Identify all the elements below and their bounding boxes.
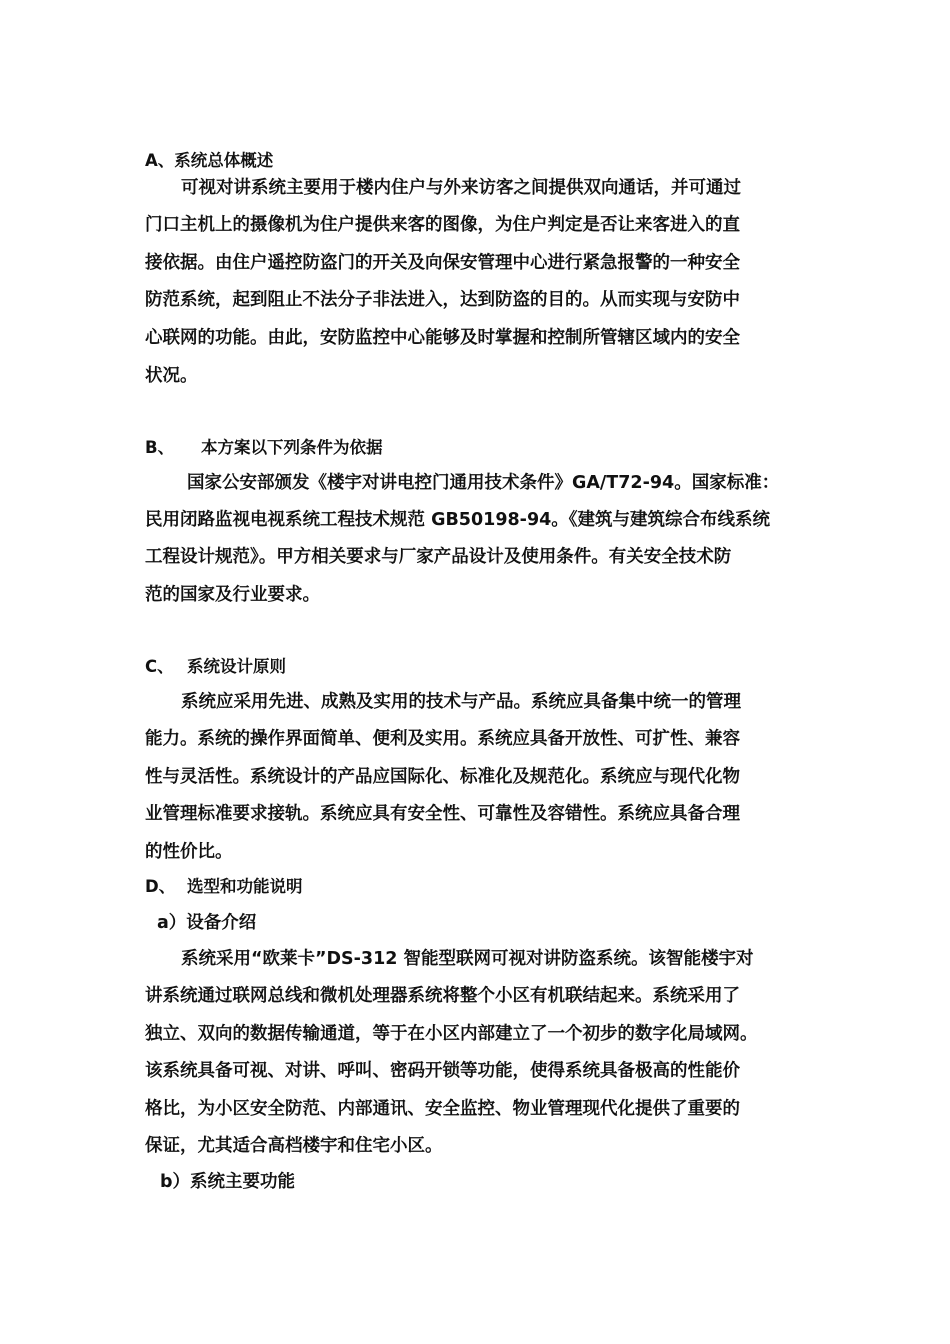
section-a-heading: A、系统总体概述: [145, 151, 274, 170]
section-c-line-5: 的性价比。: [145, 842, 233, 862]
section-d-line-6: 保证，尤其适合高档楼宇和住宅小区。: [145, 1136, 443, 1156]
section-a-line-4: 防范系统，起到阻止不法分子非法进入，达到防盗的目的。从而实现与安防中: [145, 290, 740, 310]
section-c-line-4: 业管理标准要求接轨。系统应具有安全性、可靠性及容错性。系统应具备合理: [145, 804, 740, 824]
section-b-heading: 本方案以下列条件为依据: [201, 438, 383, 457]
section-c-line-1: 系统应采用先进、成熟及实用的技术与产品。系统应具备集中统一的管理: [181, 692, 741, 712]
section-b-line-3: 工程设计规范》。甲方相关要求与厂家产品设计及使用条件。有关安全技术防: [145, 547, 732, 567]
section-a-line-6: 状况。: [145, 366, 198, 386]
section-c-line-2: 能力。系统的操作界面简单、便利及实用。系统应具备开放性、可扩性、兼容: [145, 729, 740, 749]
section-c-line-3: 性与灵活性。系统设计的产品应国际化、标准化及规范化。系统应与现代化物: [145, 767, 740, 787]
subsection-b-heading: b）系统主要功能: [160, 1172, 296, 1192]
section-b-line-2: 民用闭路监视电视系统工程技术规范 GB50198-94。《建筑与建筑综合布线系统: [145, 510, 771, 530]
section-c-marker: C、: [145, 657, 174, 676]
section-d-line-4: 该系统具备可视、对讲、呼叫、密码开锁等功能，使得系统具备极高的性能价: [145, 1061, 740, 1081]
section-b-line-4: 范的国家及行业要求。: [145, 585, 320, 605]
section-d-line-5: 格比，为小区安全防范、内部通讯、安全监控、物业管理现代化提供了重要的: [145, 1099, 740, 1119]
subsection-a-heading: a）设备介绍: [157, 913, 257, 933]
section-d-heading: 选型和功能说明: [187, 877, 303, 896]
section-a-line-3: 接依据。由住户遥控防盗门的开关及向保安管理中心进行紧急报警的一种安全: [145, 253, 740, 273]
section-d-marker: D、: [145, 877, 176, 896]
section-a-line-1: 可视对讲系统主要用于楼内住户与外来访客之间提供双向通话，并可通过: [181, 178, 741, 198]
section-c-heading: 系统设计原则: [187, 657, 286, 676]
section-d-line-2: 讲系统通过联网总线和微机处理器系统将整个小区有机联结起来。系统采用了: [145, 986, 740, 1006]
section-d-line-3: 独立、双向的数据传输通道，等于在小区内部建立了一个初步的数字化局域网。: [145, 1024, 758, 1044]
section-d-line-1: 系统采用“欧莱卡”DS-312 智能型联网可视对讲防盗系统。该智能楼宇对: [181, 949, 754, 969]
section-a-line-2: 门口主机上的摄像机为住户提供来客的图像，为住户判定是否让来客进入的直: [145, 215, 740, 235]
section-b-line-1: 国家公安部颁发《楼宇对讲电控门通用技术条件》GA/T72-94。国家标准：: [187, 473, 780, 493]
section-a-line-5: 心联网的功能。由此，安防监控中心能够及时掌握和控制所管辖区域内的安全: [145, 328, 740, 348]
section-b-marker: B、: [145, 438, 175, 457]
